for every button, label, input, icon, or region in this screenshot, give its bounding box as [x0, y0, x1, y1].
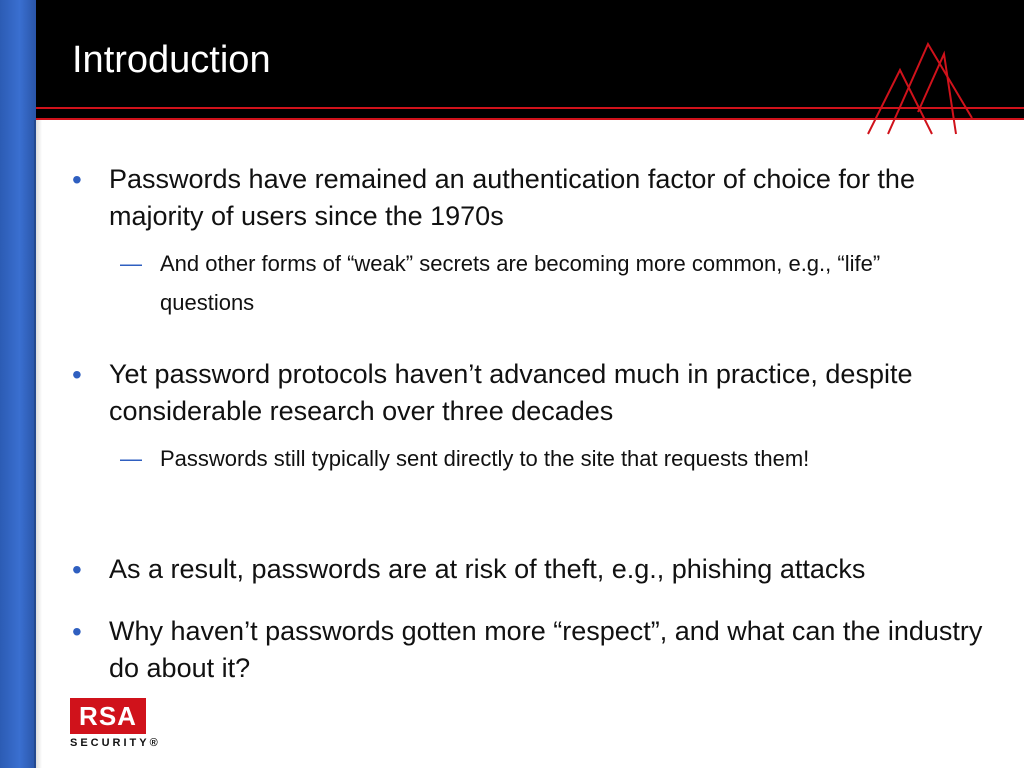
dash-marker: — [120, 251, 142, 276]
bullet-marker: • [72, 616, 82, 647]
sub-bullet-text: Passwords still typically sent directly to the site that requests them! [160, 446, 810, 471]
dash-marker: — [120, 446, 142, 471]
bullet-text: As a result, passwords are at risk of theft, e.g., phishing attacks [109, 554, 866, 584]
logo-brand: RSA [79, 701, 137, 731]
bullet-text: Yet password protocols haven’t advanced much in practice, despite considerable research over three decades [109, 359, 913, 426]
slide-title: Introduction [72, 39, 271, 81]
bullet-text: Passwords have remained an authentication factor of choice for the majority of users since the 1970s [109, 164, 915, 231]
logo-subtitle: SECURITY® [70, 737, 161, 749]
bullet-marker: • [72, 554, 82, 585]
rsa-logo-box [70, 698, 146, 734]
bullet-marker: • [72, 164, 82, 195]
bullet-marker: • [72, 359, 82, 390]
rsa-security-logo [70, 698, 160, 754]
sub-bullet-text: And other forms of “weak” secrets are becoming more common, e.g., “life” questions [160, 251, 881, 315]
bullet-text: Why haven’t passwords gotten more “respect”, and what can the industry do about it? [109, 616, 983, 683]
